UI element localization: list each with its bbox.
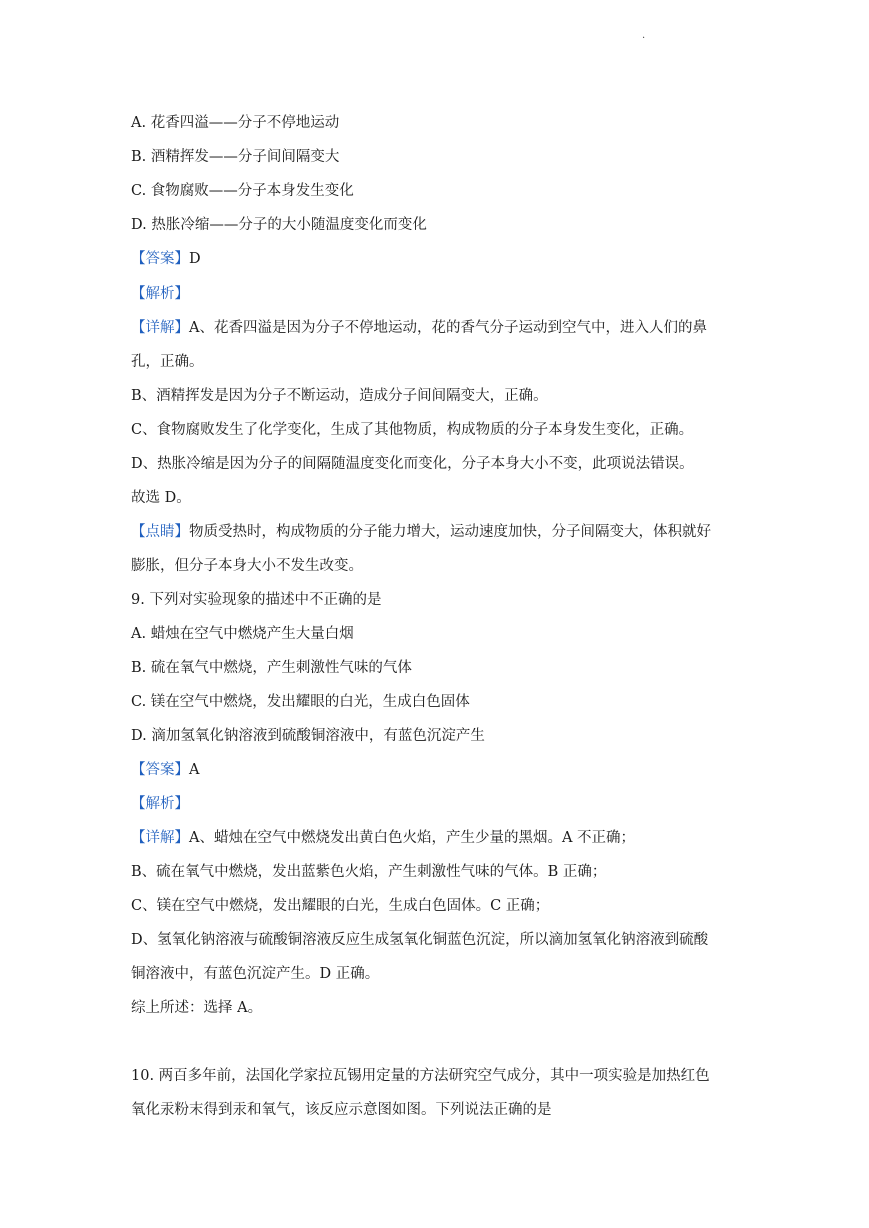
text-line <box>131 760 199 780</box>
text-line <box>131 284 189 304</box>
text-line: C、食物腐败发生了化学变化，生成了其他物质，构成物质的分子本身发生变化，正确。 <box>131 422 694 438</box>
text-line: 10. 两百多年前，法国化学家拉瓦锡用定量的方法研究空气成分，其中一项实验是加热红色 <box>131 1068 710 1084</box>
text-line: C、镁在空气中燃烧，发出耀眼的白光，生成白色固体。C 正确； <box>131 898 550 914</box>
section-tag: 【详解】 <box>131 830 189 846</box>
header-dot: . <box>642 30 646 41</box>
section-tag: 【解析】 <box>131 796 189 812</box>
section-tag: 【解析】 <box>131 286 189 302</box>
text-line: A. 花香四溢——分子不停地运动 <box>131 115 340 131</box>
line-text: 物质受热时，构成物质的分子能力增大，运动速度加快，分子间隔变大，体积就好 <box>189 524 711 540</box>
text-line <box>131 828 635 848</box>
section-tag: 【详解】 <box>131 320 189 336</box>
line-text: A、花香四溢是因为分子不停地运动，花的香气分子运动到空气中，进入人们的鼻 <box>189 320 707 336</box>
text-line: 故选 D。 <box>131 490 191 506</box>
text-line: B. 硫在氧气中燃烧，产生刺激性气味的气体 <box>131 660 412 676</box>
text-line: 9. 下列对实验现象的描述中不正确的是 <box>131 592 382 608</box>
text-line: D. 热胀冷缩——分子的大小随温度变化而变化 <box>131 217 427 233</box>
line-text: D <box>189 251 201 267</box>
text-line: 孔，正确。 <box>131 354 204 370</box>
text-line: D、热胀冷缩是因为分子的间隔随温度变化而变化，分子本身大小不变，此项说法错误。 <box>131 456 694 472</box>
text-line: 膨胀，但分子本身大小不发生改变。 <box>131 558 363 574</box>
section-tag: 【点睛】 <box>131 524 189 540</box>
text-line: B、酒精挥发是因为分子不断运动，造成分子间间隔变大，正确。 <box>131 388 548 404</box>
text-line: B、硫在氧气中燃烧，发出蓝紫色火焰，产生刺激性气味的气体。B 正确； <box>131 864 607 880</box>
line-text: A、蜡烛在空气中燃烧发出黄白色火焰，产生少量的黑烟。A 不正确； <box>189 830 636 846</box>
text-line: C. 镁在空气中燃烧，发出耀眼的白光，生成白色固体 <box>131 694 470 710</box>
text-line <box>131 522 711 542</box>
text-line: 综上所述：选择 A。 <box>131 1000 263 1016</box>
text-line <box>131 318 707 338</box>
text-line: A. 蜡烛在空气中燃烧产生大量白烟 <box>131 626 354 642</box>
line-text: A <box>189 762 200 778</box>
text-line: D. 滴加氢氧化钠溶液到硫酸铜溶液中，有蓝色沉淀产生 <box>131 728 485 744</box>
text-line: D、氢氧化钠溶液与硫酸铜溶液反应生成氢氧化铜蓝色沉淀，所以滴加氢氧化钠溶液到硫酸 <box>131 932 709 948</box>
text-line: 铜溶液中，有蓝色沉淀产生。D 正确。 <box>131 966 380 982</box>
section-tag: 【答案】 <box>131 762 189 778</box>
text-line: B. 酒精挥发——分子间间隔变大 <box>131 149 340 165</box>
text-line <box>131 249 201 269</box>
text-line <box>131 794 189 814</box>
text-line: C. 食物腐败——分子本身发生变化 <box>131 183 354 199</box>
text-line: 氧化汞粉末得到汞和氧气，该反应示意图如图。下列说法正确的是 <box>131 1102 552 1118</box>
section-tag: 【答案】 <box>131 251 189 267</box>
